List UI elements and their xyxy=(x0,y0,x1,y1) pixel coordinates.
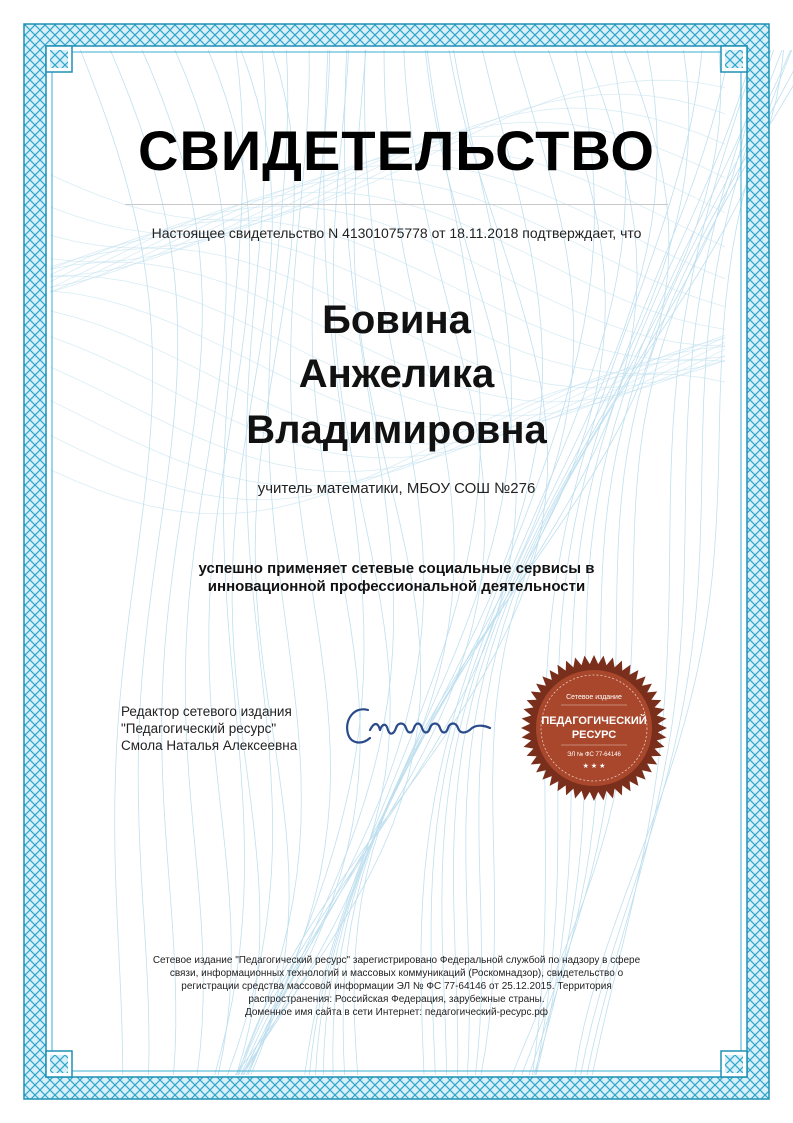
title-divider xyxy=(125,204,668,205)
achievement-text xyxy=(140,560,653,596)
editor-block xyxy=(121,703,297,754)
seal-main-line-1: ПЕДАГОГИЧЕСКИЙ xyxy=(541,715,647,727)
recipient-patronymic: Владимировна xyxy=(246,408,547,452)
recipient-first-name: Анжелика xyxy=(298,352,495,396)
certificate-intro: Настоящее свидетельство N 41301075778 от 18.11.2018 подтверждает, что xyxy=(151,225,642,241)
editor-signature xyxy=(340,700,500,755)
footer-line-4: распространения: Российская Федерация, зарубежные страны. xyxy=(248,994,545,1005)
seal-reg-number: ЭЛ № ФС 77-64146 xyxy=(567,752,621,758)
footer-line-2: связи, информационных технологий и массовых коммуникаций (Роскомнадзор), свидетельство о xyxy=(169,968,624,979)
certificate-title: СВИДЕТЕЛЬСТВО xyxy=(138,119,655,182)
recipient-surname: Бовина xyxy=(322,298,471,342)
publisher-seal xyxy=(519,653,669,803)
footer-line-3: регистрации средства массовой информации ЭЛ № ФС 77-64146 от 25.12.2015. Территория xyxy=(181,981,612,992)
footer-line-1: Сетевое издание "Педагогический ресурс" зарегистрировано Федеральной службой по надзору в сфере xyxy=(152,955,641,966)
editor-line-2: "Педагогический ресурс" xyxy=(121,721,277,736)
achievement-line-1: успешно применяет сетевые социальные сервисы в xyxy=(198,560,595,577)
achievement-line-2: инновационной профессиональной деятельности xyxy=(207,578,586,595)
seal-main-line-2: РЕСУРС xyxy=(571,729,617,741)
footer-line-5: Доменное имя сайта в сети Интернет: педагогический-ресурс.рф xyxy=(244,1007,549,1018)
seal-top-text: Сетевое издание xyxy=(566,694,622,701)
editor-name: Смола Наталья Алексеевна xyxy=(121,738,298,753)
recipient-position: учитель математики, МБОУ СОШ №276 xyxy=(257,480,536,497)
seal-stars: ★ ★ ★ xyxy=(582,763,606,770)
footer-legal-text xyxy=(118,954,675,1019)
editor-line-1: Редактор сетевого издания xyxy=(121,704,292,719)
